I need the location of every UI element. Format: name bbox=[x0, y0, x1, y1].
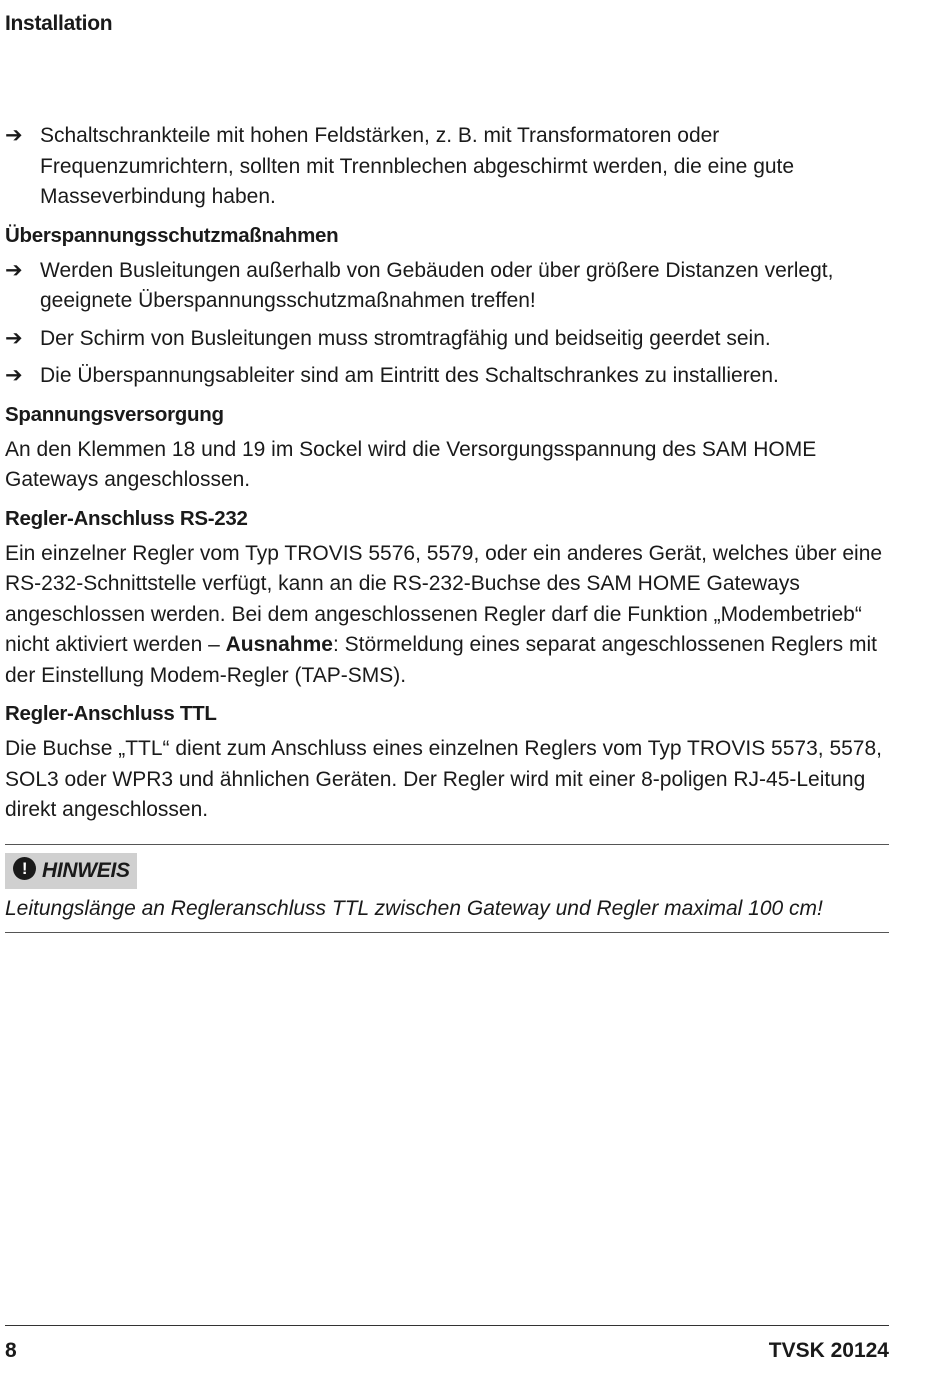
section-rs232 bbox=[5, 504, 889, 692]
section-power-supply bbox=[5, 400, 889, 496]
notice-label bbox=[5, 853, 137, 889]
list-item bbox=[5, 324, 889, 355]
section-paragraph: An den Klemmen 18 und 19 im Sockel wird die Versorgungsspannung des SAM HOME Gateways angeschlossen. bbox=[5, 437, 817, 491]
section-heading: Regler-Anschluss RS-232 bbox=[5, 506, 248, 530]
emphasis-text: Ausnahme bbox=[225, 633, 333, 656]
section-surge-protection bbox=[5, 221, 889, 392]
page-number: 8 bbox=[5, 1339, 17, 1362]
notice-box bbox=[5, 844, 889, 934]
footer-divider bbox=[5, 1325, 889, 1326]
section-heading: Regler-Anschluss TTL bbox=[5, 702, 217, 725]
notice-text: Leitungslänge an Regleranschluss TTL zwischen Gateway und Regler maximal 100 cm! bbox=[5, 896, 823, 920]
divider bbox=[5, 844, 889, 845]
exclamation-icon: ! bbox=[13, 857, 36, 880]
bullet-text: Werden Busleitungen außerhalb von Gebäuden oder über größere Distanzen verlegt, geeignete Überspannungsschutzmaßnahmen treffen! bbox=[40, 258, 834, 312]
running-header: Installation bbox=[5, 12, 113, 35]
list-item bbox=[5, 256, 889, 317]
section-heading: Spannungsversorgung bbox=[5, 402, 224, 426]
notice-label-text: HINWEIS bbox=[42, 858, 130, 882]
paragraph-text: : Störmeldung eines separat angeschlossenen Reglers mit der Einstellung Modem-Regler (TAP-SMS). bbox=[5, 633, 877, 687]
section-heading: Überspannungsschutzmaßnahmen bbox=[5, 223, 339, 247]
list-item bbox=[5, 361, 889, 392]
section-paragraph bbox=[5, 539, 889, 692]
arrow-icon: ➔ bbox=[5, 326, 23, 350]
bullet-text: Die Überspannungsableiter sind am Eintritt des Schaltschrankes zu installieren. bbox=[40, 364, 779, 387]
paragraph-text: Ein einzelner Regler vom Typ TROVIS 5576, 5579, oder ein anderes Gerät, welches über eine RS-232-Schnittstelle verfügt, kann an die RS-232-Buchse des SAM HOME Gateways angeschlossen werden. Bei dem angeschlossenen Regler darf die Funktion „Modembetrieb“ nicht aktiviert werden – bbox=[5, 541, 883, 656]
divider bbox=[5, 932, 889, 933]
arrow-icon: ➔ bbox=[5, 364, 23, 387]
main-content bbox=[5, 121, 889, 933]
document-id: TVSK 20124 bbox=[768, 1339, 889, 1362]
arrow-icon: ➔ bbox=[5, 124, 23, 147]
list-item bbox=[5, 121, 889, 213]
bullet-text: Schaltschrankteile mit hohen Feldstärken, z. B. mit Transformatoren oder Frequenzumrichtern, sollten mit Trennblechen abgeschirmt werden, die eine gute Masseverbindung haben. bbox=[40, 124, 795, 208]
arrow-icon: ➔ bbox=[5, 258, 23, 282]
section-paragraph: Die Buchse „TTL“ dient zum Anschluss eines einzelnen Reglers vom Typ TROVIS 5573, 5578, SOL3 oder WPR3 und ähnlichen Geräten. Der Regler wird mit einer 8-poligen RJ-45-Leitung direkt angeschlossen. bbox=[5, 737, 882, 821]
section-ttl bbox=[5, 699, 889, 826]
bullet-text: Der Schirm von Busleitungen muss stromtragfähig und beidseitig geerdet sein. bbox=[40, 326, 771, 350]
